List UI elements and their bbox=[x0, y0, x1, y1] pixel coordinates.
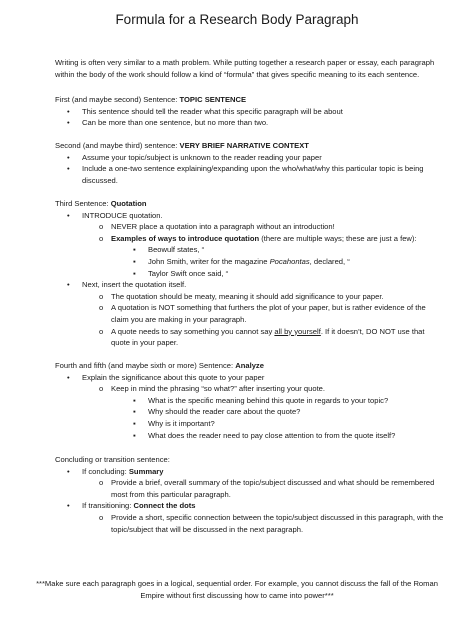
circle-bullet-icon: o bbox=[99, 291, 104, 301]
question-item: ▪ What is the specific meaning behind this quote in regards to your topic? bbox=[133, 395, 389, 405]
bullet-dot-icon: • bbox=[67, 106, 70, 116]
square-bullet-icon: ▪ bbox=[133, 418, 136, 428]
bullet-dot-icon: • bbox=[67, 372, 70, 382]
section-heading: Concluding or transition sentence: bbox=[55, 455, 170, 464]
question-item: ▪ What does the reader need to pay close attention to from the quote itself? bbox=[133, 430, 396, 440]
bullet-dot-icon: • bbox=[67, 466, 70, 476]
circle-bullet-icon: o bbox=[99, 222, 104, 232]
example-item: ▪ Beowulf states, “ bbox=[133, 245, 205, 255]
document-title: Formula for a Research Body Paragraph bbox=[115, 12, 359, 27]
section-analyze bbox=[55, 360, 445, 441]
sub-bullet-item: o Examples of ways to introduce quotation (there are multiple ways; these are just a few): bbox=[99, 233, 417, 243]
sub-bullet-item: o Provide a brief, overall summary of the topic/subject discussed and what should be remembered most from this particular paragraph. bbox=[99, 478, 435, 499]
sub-bullet-item: o Provide a short, specific connection between the topic/subject discussed in this paragraph, with the topic/subject that will be discussed in the next paragraph. bbox=[99, 512, 444, 534]
bullet-dot-icon: • bbox=[67, 118, 70, 128]
sub-bullet-item: o NEVER place a quotation into a paragraph without an introduction! bbox=[99, 222, 335, 232]
section-heading: Fourth and fifth (and maybe sixth or more) Sentence: Analyze bbox=[55, 361, 264, 370]
footer-note: ***Make sure each paragraph goes in a logical, sequential order. For example, you cannot discuss the fall of the Roman Empire without first discussing how to came into power*** bbox=[36, 579, 438, 600]
intro-paragraph: Writing is often very similar to a math problem. While putting together a research paper or essay, each paragraph within the body of the work should follow a kind of “formula” that gives specific meaning to its each sentence. bbox=[55, 58, 435, 79]
circle-bullet-icon: o bbox=[99, 384, 104, 394]
circle-bullet-icon: o bbox=[99, 478, 104, 488]
bullet-dot-icon: • bbox=[67, 280, 70, 290]
bullet-dot-icon: • bbox=[67, 501, 70, 511]
square-bullet-icon: ▪ bbox=[133, 395, 136, 405]
bullet-dot-icon: • bbox=[67, 152, 70, 162]
section-heading: First (and maybe second) Sentence: TOPIC SENTENCE bbox=[55, 95, 247, 104]
example-item: ▪ Taylor Swift once said, “ bbox=[133, 268, 229, 278]
bullet-dot-icon: • bbox=[67, 210, 70, 220]
circle-bullet-icon: o bbox=[99, 512, 104, 522]
question-item: ▪ Why should the reader care about the quote? bbox=[133, 407, 301, 417]
bullet-item: • INTRODUCE quotation. bbox=[67, 210, 163, 220]
square-bullet-icon: ▪ bbox=[133, 256, 136, 266]
square-bullet-icon: ▪ bbox=[133, 245, 136, 255]
section-heading: Second (and maybe third) sentence: VERY BRIEF NARRATIVE CONTEXT bbox=[55, 141, 309, 150]
question-item: ▪ Why is it important? bbox=[133, 418, 215, 428]
square-bullet-icon: ▪ bbox=[133, 430, 136, 440]
bullet-item: • This sentence should tell the reader what this specific paragraph will be about bbox=[67, 106, 343, 116]
section-narrative-context bbox=[55, 140, 445, 186]
bullet-item: • If transitioning: Connect the dots bbox=[67, 501, 196, 511]
sub-bullet-item: o A quotation is NOT something that furthers the plot of your paper, but is rather evidence of the claim you are making in your paragraph. bbox=[99, 303, 426, 324]
section-heading: Third Sentence: Quotation bbox=[55, 199, 147, 208]
section-conclusion bbox=[55, 454, 445, 535]
square-bullet-icon: ▪ bbox=[133, 268, 136, 278]
bullet-item: • Can be more than one sentence, but no more than two. bbox=[67, 118, 269, 128]
square-bullet-icon: ▪ bbox=[133, 407, 136, 417]
bullet-item: • Next, insert the quotation itself. bbox=[67, 280, 187, 290]
sub-bullet-item: o The quotation should be meaty, meaning it should add significance to your paper. bbox=[99, 291, 384, 301]
circle-bullet-icon: o bbox=[99, 233, 104, 243]
circle-bullet-icon: o bbox=[99, 326, 104, 336]
section-topic-sentence bbox=[55, 94, 445, 129]
circle-bullet-icon: o bbox=[99, 303, 104, 313]
sub-bullet-item: o Keep in mind the phrasing “so what?” after inserting your quote. bbox=[99, 384, 326, 394]
bullet-item: • Assume your topic/subject is unknown to the reader reading your paper bbox=[67, 152, 322, 162]
sub-bullet-item: o A quote needs to say something you cannot say all by yourself. If it doesn’t, DO NOT use that quote in your paper. bbox=[99, 326, 425, 348]
section-quotation bbox=[55, 198, 445, 349]
bullet-item: • If concluding: Summary bbox=[67, 466, 164, 476]
example-item: ▪ John Smith, writer for the magazine Pocahontas, declared, “ bbox=[133, 256, 350, 266]
bullet-dot-icon: • bbox=[67, 164, 70, 174]
bullet-item: • Include a one-two sentence explaining/expanding upon the who/what/why this particular topic is being discussed. bbox=[67, 164, 424, 185]
bullet-item: • Explain the significance about this quote to your paper bbox=[67, 372, 265, 382]
